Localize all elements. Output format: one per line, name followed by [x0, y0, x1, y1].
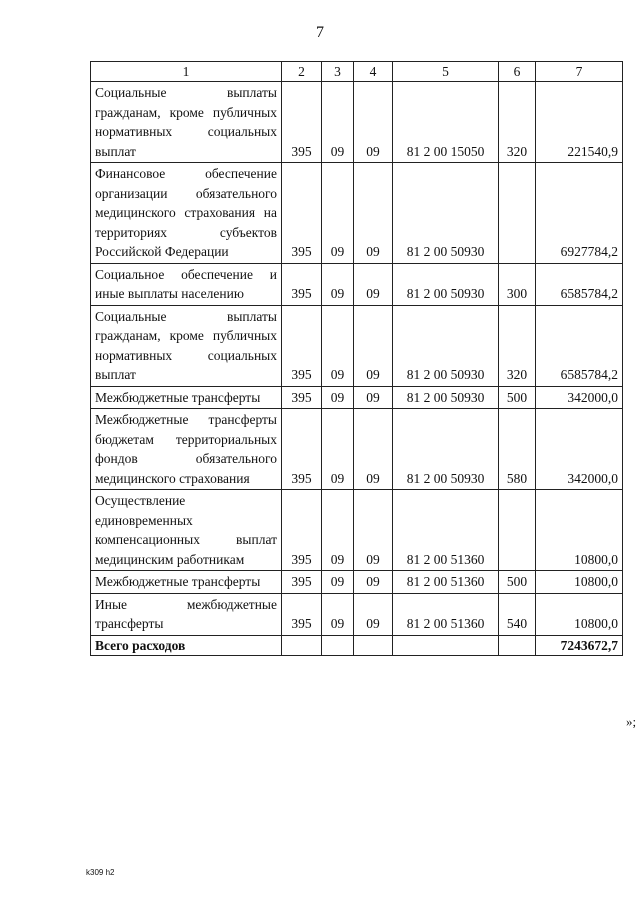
row-col-5: 81 2 00 50930 — [393, 305, 499, 386]
footer-code: k309 h2 — [86, 868, 115, 877]
header-col-3: 3 — [322, 62, 354, 82]
row-col-3: 09 — [322, 490, 354, 571]
total-empty-cell — [282, 635, 322, 655]
row-col-2: 395 — [282, 490, 322, 571]
row-col-3: 09 — [322, 409, 354, 490]
row-col-6 — [499, 163, 536, 264]
row-amount: 6585784,2 — [536, 305, 623, 386]
table-row — [91, 163, 623, 264]
row-col-4: 09 — [354, 305, 393, 386]
row-col-4: 09 — [354, 490, 393, 571]
row-col-2: 395 — [282, 163, 322, 264]
row-col-5: 81 2 00 50930 — [393, 386, 499, 409]
row-name: Осуществление единовременных компенсационных выплат медицинским работникам — [91, 490, 282, 571]
row-col-5: 81 2 00 51360 — [393, 593, 499, 635]
total-empty-cell — [499, 635, 536, 655]
row-col-6: 320 — [499, 82, 536, 163]
row-col-5: 81 2 00 51360 — [393, 571, 499, 594]
header-col-4: 4 — [354, 62, 393, 82]
row-col-3: 09 — [322, 82, 354, 163]
row-amount: 10800,0 — [536, 593, 623, 635]
row-name: Межбюджетные трансферты бюджетам территориальных фондов обязательного медицинского страхования — [91, 409, 282, 490]
table-row — [91, 409, 623, 490]
row-name: Социальное обеспечение и иные выплаты населению — [91, 263, 282, 305]
row-name: Иные межбюджетные трансферты — [91, 593, 282, 635]
row-amount: 221540,9 — [536, 82, 623, 163]
row-amount: 6585784,2 — [536, 263, 623, 305]
row-col-5: 81 2 00 50930 — [393, 263, 499, 305]
row-col-4: 09 — [354, 409, 393, 490]
row-amount: 10800,0 — [536, 490, 623, 571]
row-col-2: 395 — [282, 386, 322, 409]
header-col-7: 7 — [536, 62, 623, 82]
row-col-3: 09 — [322, 163, 354, 264]
page-number: 7 — [316, 24, 324, 41]
row-col-6: 540 — [499, 593, 536, 635]
closing-quote: »; — [626, 714, 637, 729]
row-amount: 6927784,2 — [536, 163, 623, 264]
table-row — [91, 571, 623, 594]
table-row — [91, 263, 623, 305]
table-row — [91, 490, 623, 571]
table-row — [91, 82, 623, 163]
row-amount: 342000,0 — [536, 386, 623, 409]
row-col-4: 09 — [354, 163, 393, 264]
header-row — [91, 62, 623, 82]
row-name: Межбюджетные трансферты — [91, 386, 282, 409]
total-empty-cell — [393, 635, 499, 655]
row-name: Социальные выплаты гражданам, кроме публичных нормативных социальных выплат — [91, 82, 282, 163]
budget-table — [90, 61, 623, 656]
header-col-5: 5 — [393, 62, 499, 82]
row-col-3: 09 — [322, 593, 354, 635]
row-col-6 — [499, 490, 536, 571]
row-col-3: 09 — [322, 263, 354, 305]
table-row — [91, 305, 623, 386]
row-name: Межбюджетные трансферты — [91, 571, 282, 594]
row-col-5: 81 2 00 50930 — [393, 409, 499, 490]
row-col-6: 300 — [499, 263, 536, 305]
row-col-6: 500 — [499, 571, 536, 594]
row-col-2: 395 — [282, 409, 322, 490]
header-col-2: 2 — [282, 62, 322, 82]
table-row — [91, 386, 623, 409]
row-col-2: 395 — [282, 263, 322, 305]
row-col-2: 395 — [282, 82, 322, 163]
total-value: 7243672,7 — [536, 635, 623, 655]
total-label: Всего расходов — [91, 635, 282, 655]
row-col-4: 09 — [354, 593, 393, 635]
row-col-3: 09 — [322, 571, 354, 594]
row-col-2: 395 — [282, 593, 322, 635]
row-name: Финансовое обеспечение организации обязательного медицинского страхования на территориях субъектов Российской Федерации — [91, 163, 282, 264]
header-col-6: 6 — [499, 62, 536, 82]
row-amount: 10800,0 — [536, 571, 623, 594]
row-col-6: 500 — [499, 386, 536, 409]
row-col-4: 09 — [354, 386, 393, 409]
row-col-4: 09 — [354, 263, 393, 305]
row-col-4: 09 — [354, 82, 393, 163]
row-col-5: 81 2 00 51360 — [393, 490, 499, 571]
total-empty-cell — [354, 635, 393, 655]
row-col-2: 395 — [282, 571, 322, 594]
total-row — [91, 635, 623, 655]
row-col-6: 320 — [499, 305, 536, 386]
row-col-5: 81 2 00 15050 — [393, 82, 499, 163]
table-row — [91, 593, 623, 635]
row-col-3: 09 — [322, 386, 354, 409]
row-col-4: 09 — [354, 571, 393, 594]
header-col-1: 1 — [91, 62, 282, 82]
row-col-5: 81 2 00 50930 — [393, 163, 499, 264]
row-col-2: 395 — [282, 305, 322, 386]
row-name: Социальные выплаты гражданам, кроме публичных нормативных социальных выплат — [91, 305, 282, 386]
row-amount: 342000,0 — [536, 409, 623, 490]
total-empty-cell — [322, 635, 354, 655]
row-col-6: 580 — [499, 409, 536, 490]
row-col-3: 09 — [322, 305, 354, 386]
